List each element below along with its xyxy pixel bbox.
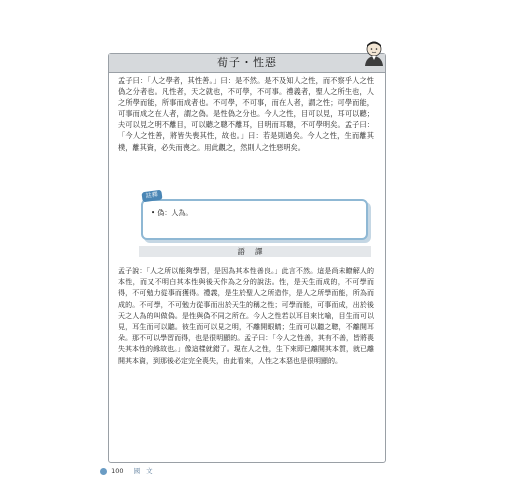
original-passage: 孟子曰：「人之學者，其性善。」曰：是不然。是不及知人之性，而不察乎人之性偽之分者也。凡性者，天之就也，不可學，不可事。禮義者，聖人之所生也，人之所學而能，所事而成者也。不可學，不可事，而在人者，謂之性；可學而能，可事而成之在人者，謂之偽。是性偽之分也。今人之性，目可以見，耳可以聽；夫可以見之明不離目，可以聽之聰不離耳，目明而耳聰，不可學明矣。孟子曰：「今人之性善，將皆失喪其性，故也。」曰：若是則過矣。今人之性，生而離其樸，離其資，必失而喪之。用此觀之，然則人之性惡明矣。 [118,76,374,152]
page-number: 100 [111,467,124,475]
note-box [141,199,368,240]
translation-heading: 語譯 [139,246,371,257]
note-tag: 註釋 [141,190,162,203]
page-footer [100,466,159,475]
note-item: • 偽：人為。 [151,209,193,217]
author-avatar-icon [362,40,386,66]
page-marker-icon [100,468,107,475]
subject-label: 國文 [133,467,159,475]
translation-text: 孟子說：「人之所以能夠學習，是因為其本性善良。」此言不然。這是尚未瞭解人的本性，而又不明白其本性與後天作為之分的說法。性，是天生而成的，不可學而得，不可勉力從事而獲得。禮義，是生於聖人之所造作，是人之所學而能，所為而成的。不可學，不可勉力從事而出於天生的稱之性；可學而能，可事而成，出於後天之人為的叫做偽。是性與偽不同之所在。今人之性若以耳目來比喻，目生而可以見，耳生而可以聽。彼生而可以見之明，不離開眼睛；生而可以聽之聰，不離開耳朵。那不可以學習而得，也是很明顯的。孟子曰：「今人之性善，其有不善，皆將喪失其本性的緣故也。」像這樣就錯了。現在人之性，生下來即已離開其本質，就已離開其本資，到那後必定完全喪失，由此看來，人性之本惡也是很明顯的。 [118,267,374,365]
page-title: 荀子・性惡 [109,54,385,73]
